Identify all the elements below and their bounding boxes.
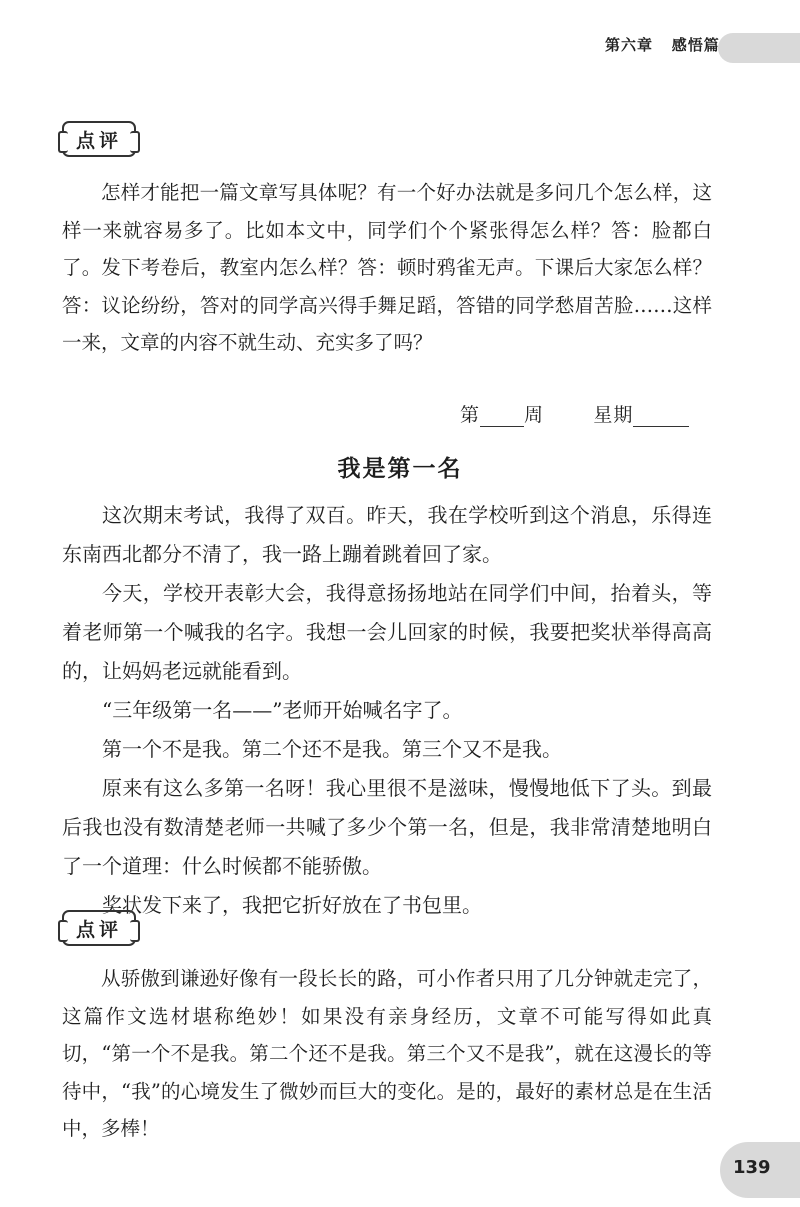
story-title: 我是第一名 (337, 456, 463, 482)
chapter-label: 第六章 (605, 36, 654, 54)
weekday-label: 星期 (593, 404, 634, 426)
story-paragraph: 原来有这么多第一名呀！我心里很不是滋味，慢慢地低下了头。到最后我也没有数清楚老师一共喊了多少个第一名，但是，我非常清楚地明白了一个道理：什么时候都不能骄傲。 (62, 776, 712, 878)
week-suffix: 周 (524, 404, 545, 426)
date-line (460, 400, 689, 427)
section-label: 感悟篇 (671, 36, 720, 54)
story-body (62, 496, 712, 925)
story-paragraph: 第一个不是我。第二个还不是我。第三个又不是我。 (102, 737, 562, 761)
story-paragraph: 今天，学校开表彰大会，我得意扬扬地站在同学们中间，抬着头，等着老师第一个喊我的名字。我想一会儿回家的时候，我要把奖状举得高高的，让妈妈老远就能看到。 (62, 581, 712, 683)
week-blank (480, 406, 524, 427)
comment-badge-2: 点评 (62, 910, 136, 946)
story-paragraph: 奖状发下来了，我把它折好放在了书包里。 (102, 893, 482, 917)
comment-text-2 (62, 960, 712, 1148)
story-paragraph: 这次期末考试，我得了双百。昨天，我在学校听到这个消息，乐得连东南西北都分不清了，我一路上蹦着跳着回了家。 (62, 503, 712, 566)
page-number: 139 (733, 1157, 771, 1178)
running-header (605, 34, 720, 55)
header-tab-decoration (718, 33, 800, 63)
weekday-blank (633, 406, 689, 427)
story-paragraph: “三年级第一名——”老师开始喊名字了。 (102, 698, 463, 722)
comment-badge-1: 点评 (62, 121, 136, 157)
comment-paragraph: 怎样才能把一篇文章写具体呢？有一个好办法就是多问几个怎么样，这样一来就容易多了。比如本文中，同学们个个紧张得怎么样？答：脸都白了。发下考卷后，教室内怎么样？答：顿时鸦雀无声。下课后大家怎么样？答：议论纷纷，答对的同学高兴得手舞足蹈，答错的同学愁眉苦脸……这样一来，文章的内容不就生动、充实多了吗？ (62, 181, 712, 354)
week-prefix: 第 (460, 404, 481, 426)
comment-text-1 (62, 174, 712, 362)
comment-paragraph: 从骄傲到谦逊好像有一段长长的路，可小作者只用了几分钟就走完了，这篇作文选材堪称绝妙！如果没有亲身经历，文章不可能写得如此真切，“第一个不是我。第二个还不是我。第三个又不是我”，就在这漫长的等待中，“我”的心境发生了微妙而巨大的变化。是的，最好的素材总是在生活中，多棒！ (62, 967, 712, 1140)
